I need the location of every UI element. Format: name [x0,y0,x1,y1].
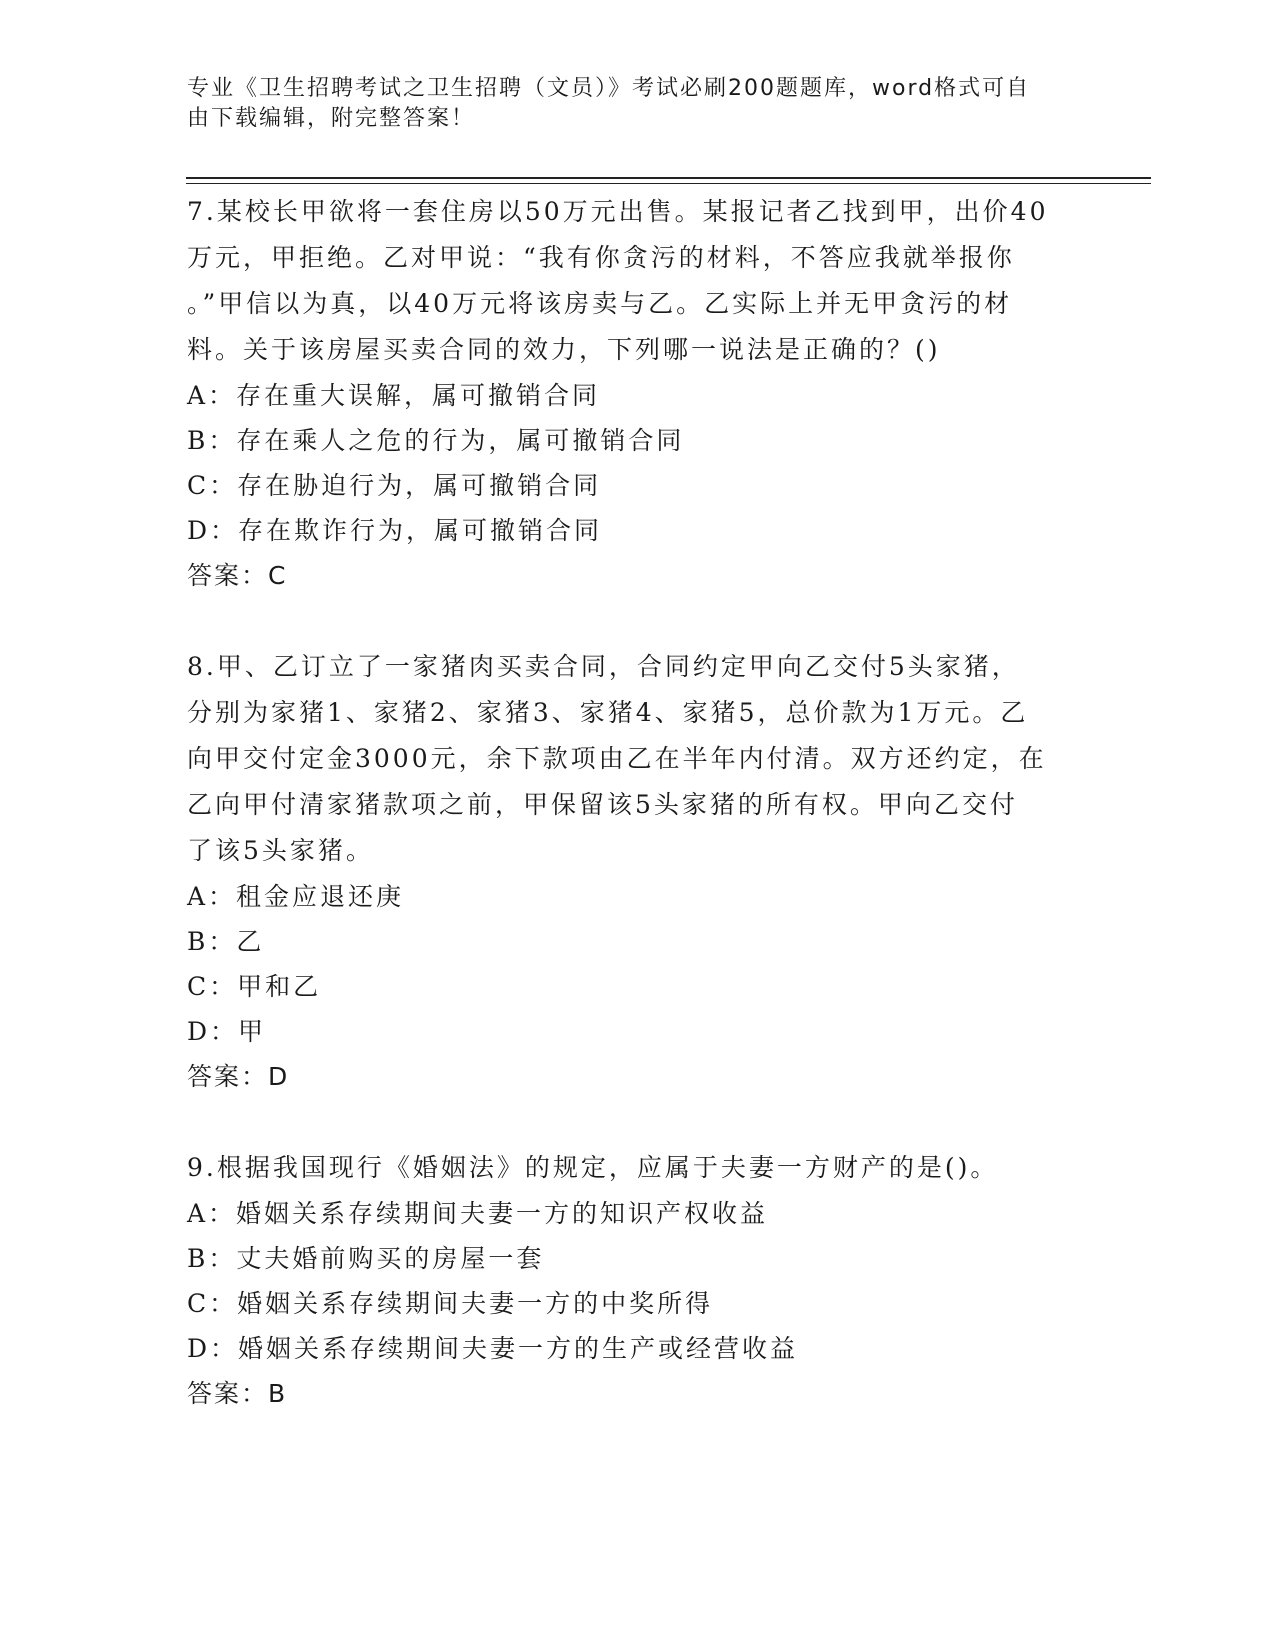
header-divider-thick [186,177,1151,179]
header-intro-line-1: 专业《卫生招聘考试之卫生招聘（文员）》考试必刷200题题库，word格式可自 [187,76,1031,101]
question-stem-line: 料。关于该房屋买卖合同的效力，下列哪一说法是正确的？() [187,335,941,364]
question-8-stem [187,644,1087,874]
question-8-option-c: C：甲和乙 [187,972,322,1001]
question-8-option-a: A：租金应退还庚 [187,882,405,911]
question-list [187,189,1087,1462]
question-8-option-d: D：甲 [187,1017,267,1046]
question-8 [187,644,1087,1100]
question-9-option-b: B：丈夫婚前购买的房屋一套 [187,1244,545,1273]
question-9-option-c: C：婚姻关系存续期间夫妻一方的中奖所得 [187,1289,714,1318]
question-stem-line: 9.根据我国现行《婚姻法》的规定，应属于夫妻一方财产的是()。 [187,1153,999,1182]
question-stem-line: 7.某校长甲欲将一套住房以50万元出售。某报记者乙找到甲，出价40 [187,197,1049,226]
question-7-option-a: A：存在重大误解，属可撤销合同 [187,381,601,410]
question-9-answer: 答案：B [187,1379,288,1408]
question-stem-line: 万元，甲拒绝。乙对甲说：“我有你贪污的材料，不答应我就举报你 [187,243,1015,272]
question-7-option-b: B：存在乘人之危的行为，属可撤销合同 [187,426,685,455]
question-9 [187,1145,1087,1417]
question-stem-line: 。”甲信以为真，以40万元将该房卖与乙。乙实际上并无甲贪污的材 [187,289,1013,318]
document-header [187,74,1087,134]
header-divider-thin [186,183,1151,184]
question-7-option-d: D：存在欺诈行为，属可撤销合同 [187,516,603,545]
question-9-option-a: A：婚姻关系存续期间夫妻一方的知识产权收益 [187,1199,769,1228]
question-8-option-b: B：乙 [187,927,265,956]
question-stem-line: 了该5头家猪。 [187,836,374,865]
question-stem-line: 分别为家猪1、家猪2、家猪3、家猪4、家猪5，总价款为1万元。乙 [187,698,1029,727]
question-7-stem [187,189,1087,373]
question-7-option-c: C：存在胁迫行为，属可撤销合同 [187,471,602,500]
header-intro-line-2: 由下载编辑，附完整答案！ [187,106,476,131]
question-9-option-d: D：婚姻关系存续期间夫妻一方的生产或经营收益 [187,1334,799,1363]
question-7-answer: 答案：C [187,561,288,590]
question-stem-line: 8.甲、乙订立了一家猪肉买卖合同，合同约定甲向乙交付5头家猪， [187,652,1020,681]
question-stem-line: 向甲交付定金3000元，余下款项由乙在半年内付清。双方还约定，在 [187,744,1047,773]
question-stem-line: 乙向甲付清家猪款项之前，甲保留该5头家猪的所有权。甲向乙交付 [187,790,1018,819]
question-8-answer: 答案：D [187,1062,290,1091]
question-7 [187,189,1087,599]
question-9-stem [187,1145,1087,1191]
